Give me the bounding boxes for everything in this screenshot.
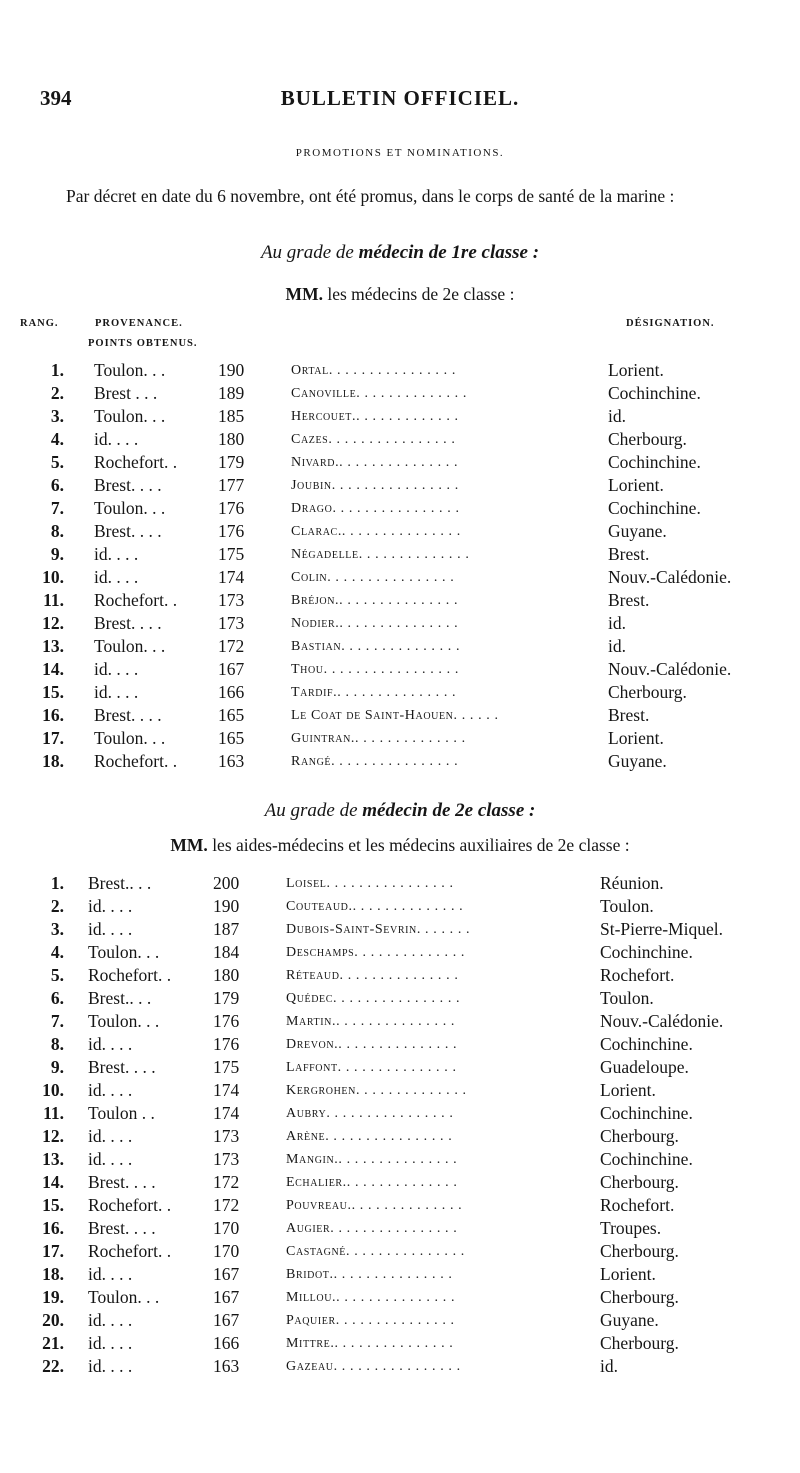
designation-cell: Cherbourg. xyxy=(600,1172,679,1192)
name-cell: Nivard.. . . . . . . . . . . . . . . xyxy=(291,455,459,470)
rank-cell: 8. xyxy=(50,521,64,541)
table-row xyxy=(0,1011,800,1034)
rank-cell: 16. xyxy=(42,705,64,725)
name-cell: Négadelle. . . . . . . . . . . . . . xyxy=(291,547,470,562)
part2-mm-prefix: MM. xyxy=(170,835,208,855)
name-cell: Canoville. . . . . . . . . . . . . . xyxy=(291,386,467,401)
rank-cell: 7. xyxy=(50,498,64,518)
rank-cell: 17. xyxy=(42,728,64,748)
provenance-cell: id. . . . xyxy=(94,659,139,679)
rank-cell: 1. xyxy=(50,873,64,893)
table-row xyxy=(0,406,800,429)
provenance-cell: id. . . . xyxy=(88,1356,133,1376)
points-cell: 173 xyxy=(218,590,245,610)
provenance-cell: Rochefort. . xyxy=(94,452,178,472)
designation-cell: Cochinchine. xyxy=(600,942,693,962)
name-cell: Colin. . . . . . . . . . . . . . . . xyxy=(291,570,455,585)
provenance-cell: Toulon. . . xyxy=(88,1287,160,1307)
designation-cell: Cherbourg. xyxy=(600,1126,679,1146)
designation-cell: Lorient. xyxy=(608,475,664,495)
provenance-cell: Toulon. . . xyxy=(94,728,166,748)
points-cell: 185 xyxy=(218,406,245,426)
points-cell: 179 xyxy=(213,988,240,1008)
points-cell: 170 xyxy=(213,1241,240,1261)
name-cell: Dubois-Saint-Sevrin. . . . . . . xyxy=(286,922,471,937)
provenance-cell: id. . . . xyxy=(88,919,133,939)
rank-cell: 12. xyxy=(42,1126,64,1146)
table-row xyxy=(0,360,800,383)
points-cell: 172 xyxy=(213,1195,240,1215)
table-row xyxy=(0,1103,800,1126)
designation-cell: Lorient. xyxy=(608,360,664,380)
designation-cell: Nouv.-Calédonie. xyxy=(600,1011,724,1031)
designation-cell: Toulon. xyxy=(600,896,654,916)
points-cell: 184 xyxy=(213,942,240,962)
rank-cell: 11. xyxy=(43,590,64,610)
designation-cell: Rochefort. xyxy=(600,965,675,985)
designation-cell: Cherbourg. xyxy=(600,1333,679,1353)
rank-cell: 8. xyxy=(50,1034,64,1054)
designation-cell: Cherbourg. xyxy=(608,682,687,702)
part1-heading-bold: médecin de 1re classe : xyxy=(358,242,540,263)
table-row xyxy=(0,567,800,590)
table-row xyxy=(0,636,800,659)
rank-cell: 2. xyxy=(50,896,64,916)
provenance-cell: id. . . . xyxy=(88,1264,133,1284)
points-cell: 163 xyxy=(218,751,245,771)
name-cell: Bridot.. . . . . . . . . . . . . . . xyxy=(286,1267,453,1282)
name-cell: Drevon.. . . . . . . . . . . . . . . xyxy=(286,1037,458,1052)
points-cell: 173 xyxy=(213,1149,240,1169)
table-row xyxy=(0,1057,800,1080)
column-header-designation: DÉSIGNATION. xyxy=(626,318,715,329)
table-row xyxy=(0,1287,800,1310)
name-cell: Thou. . . . . . . . . . . . . . . . . xyxy=(291,662,459,677)
name-cell: Mangin.. . . . . . . . . . . . . . . xyxy=(286,1152,458,1167)
designation-cell: Brest. xyxy=(608,590,650,610)
name-cell: Loisel. . . . . . . . . . . . . . . . xyxy=(286,876,454,891)
name-cell: Kergrohen. . . . . . . . . . . . . . xyxy=(286,1083,467,1098)
name-cell: Aubry. . . . . . . . . . . . . . . . xyxy=(286,1106,454,1121)
points-cell: 163 xyxy=(213,1356,240,1376)
designation-cell: id. xyxy=(608,613,626,633)
name-cell: Bastian. . . . . . . . . . . . . . . xyxy=(291,639,461,654)
table-row xyxy=(0,590,800,613)
provenance-cell: Toulon . . xyxy=(88,1103,155,1123)
name-cell: Laffont. . . . . . . . . . . . . . . xyxy=(286,1060,457,1075)
table-row xyxy=(0,613,800,636)
table-row xyxy=(0,1356,800,1379)
designation-cell: id. xyxy=(600,1356,618,1376)
provenance-cell: Toulon. . . xyxy=(94,360,166,380)
table-row xyxy=(0,873,800,896)
part1-heading-prefix: Au grade de xyxy=(260,242,359,263)
designation-cell: Guyane. xyxy=(608,751,667,771)
name-cell: Paquier. . . . . . . . . . . . . . . xyxy=(286,1313,455,1328)
name-cell: Augier. . . . . . . . . . . . . . . . xyxy=(286,1221,458,1236)
table-row xyxy=(0,521,800,544)
name-cell: Le Coat de Saint-Haouen. . . . . . xyxy=(291,708,499,723)
table-row xyxy=(0,751,800,774)
table-row xyxy=(0,475,800,498)
points-cell: 190 xyxy=(218,360,245,380)
part2-heading-prefix: Au grade de xyxy=(264,800,363,821)
designation-cell: Cochinchine. xyxy=(600,1034,693,1054)
rank-cell: 3. xyxy=(50,919,64,939)
table-row xyxy=(0,544,800,567)
rank-cell: 21. xyxy=(42,1333,64,1353)
name-cell: Nodier.. . . . . . . . . . . . . . . xyxy=(291,616,459,631)
designation-cell: Cherbourg. xyxy=(600,1287,679,1307)
points-cell: 200 xyxy=(213,873,240,893)
points-cell: 187 xyxy=(213,919,240,939)
table-row xyxy=(0,1080,800,1103)
table-row xyxy=(0,728,800,751)
designation-cell: St-Pierre-Miquel. xyxy=(600,919,723,939)
part2-heading xyxy=(0,800,800,822)
designation-cell: Rochefort. xyxy=(600,1195,675,1215)
provenance-cell: id. . . . xyxy=(88,1080,133,1100)
designation-cell: Brest. xyxy=(608,544,650,564)
points-cell: 167 xyxy=(218,659,245,679)
points-cell: 165 xyxy=(218,728,245,748)
provenance-cell: id. . . . xyxy=(88,1149,133,1169)
column-header-provenance: PROVENANCE. xyxy=(95,318,183,329)
name-cell: Castagné. . . . . . . . . . . . . . . xyxy=(286,1244,465,1259)
designation-cell: Lorient. xyxy=(600,1080,656,1100)
rank-cell: 12. xyxy=(42,613,64,633)
running-title: BULLETIN OFFICIEL. xyxy=(280,86,520,110)
table-row xyxy=(0,1264,800,1287)
part2-mm-text: les aides-médecins et les médecins auxiliaires de 2e classe : xyxy=(212,835,630,855)
part1-mm-text: les médecins de 2e classe : xyxy=(327,284,515,304)
rank-cell: 5. xyxy=(50,965,64,985)
points-cell: 180 xyxy=(213,965,240,985)
table-row xyxy=(0,1195,800,1218)
designation-cell: Cochinchine. xyxy=(608,383,701,403)
table-row xyxy=(0,1310,800,1333)
points-cell: 167 xyxy=(213,1310,240,1330)
points-cell: 179 xyxy=(218,452,245,472)
table-row xyxy=(0,1333,800,1356)
name-cell: Echalier.. . . . . . . . . . . . . . xyxy=(286,1175,458,1190)
rank-cell: 6. xyxy=(50,988,64,1008)
designation-cell: Troupes. xyxy=(600,1218,662,1238)
rank-cell: 6. xyxy=(50,475,64,495)
provenance-cell: Brest. . . . xyxy=(88,1057,156,1077)
table-row xyxy=(0,659,800,682)
points-cell: 180 xyxy=(218,429,245,449)
designation-cell: Lorient. xyxy=(608,728,664,748)
part2-heading-bold: médecin de 2e classe : xyxy=(362,800,536,821)
points-cell: 167 xyxy=(213,1287,240,1307)
designation-cell: Cochinchine. xyxy=(608,498,701,518)
provenance-cell: Brest . . . xyxy=(94,383,158,403)
provenance-cell: Brest. . . . xyxy=(88,1218,156,1238)
table-row xyxy=(0,1126,800,1149)
points-cell: 170 xyxy=(213,1218,240,1238)
designation-cell: Cherbourg. xyxy=(600,1241,679,1261)
rank-cell: 17. xyxy=(42,1241,64,1261)
rank-cell: 14. xyxy=(42,659,64,679)
name-cell: Tardif.. . . . . . . . . . . . . . . xyxy=(291,685,457,700)
table-row xyxy=(0,1149,800,1172)
provenance-cell: Brest.. . . xyxy=(88,988,152,1008)
designation-cell: Cochinchine. xyxy=(600,1103,693,1123)
points-cell: 189 xyxy=(218,383,245,403)
points-cell: 172 xyxy=(213,1172,240,1192)
rank-cell: 19. xyxy=(42,1287,64,1307)
designation-cell: Cochinchine. xyxy=(600,1149,693,1169)
part2-mm-line xyxy=(0,835,800,856)
name-cell: Clarac.. . . . . . . . . . . . . . . xyxy=(291,524,461,539)
table-row xyxy=(0,498,800,521)
name-cell: Cazes. . . . . . . . . . . . . . . . xyxy=(291,432,456,447)
provenance-cell: Brest.. . . xyxy=(88,873,152,893)
designation-cell: Cherbourg. xyxy=(608,429,687,449)
table-row xyxy=(0,942,800,965)
name-cell: Pouvreau.. . . . . . . . . . . . . . xyxy=(286,1198,463,1213)
provenance-cell: Toulon. . . xyxy=(88,1011,160,1031)
points-cell: 190 xyxy=(213,896,240,916)
name-cell: Guintran.. . . . . . . . . . . . . . xyxy=(291,731,466,746)
designation-cell: Réunion. xyxy=(600,873,664,893)
table-row xyxy=(0,1034,800,1057)
points-cell: 167 xyxy=(213,1264,240,1284)
points-cell: 176 xyxy=(218,498,245,518)
table-row xyxy=(0,1241,800,1264)
rank-cell: 15. xyxy=(42,682,64,702)
rank-cell: 15. xyxy=(42,1195,64,1215)
points-cell: 166 xyxy=(218,682,245,702)
rank-cell: 18. xyxy=(42,751,64,771)
provenance-cell: id. . . . xyxy=(94,544,139,564)
designation-cell: Brest. xyxy=(608,705,650,725)
points-cell: 176 xyxy=(213,1011,240,1031)
rank-cell: 20. xyxy=(42,1310,64,1330)
table-row xyxy=(0,1218,800,1241)
rank-cell: 11. xyxy=(43,1103,64,1123)
designation-cell: Guadeloupe. xyxy=(600,1057,689,1077)
table-row xyxy=(0,988,800,1011)
table-row xyxy=(0,429,800,452)
designation-cell: Guyane. xyxy=(608,521,667,541)
provenance-cell: id. . . . xyxy=(94,567,139,587)
rank-cell: 7. xyxy=(50,1011,64,1031)
rank-cell: 10. xyxy=(42,1080,64,1100)
provenance-cell: Toulon. . . xyxy=(94,636,166,656)
points-cell: 173 xyxy=(218,613,245,633)
name-cell: Rangé. . . . . . . . . . . . . . . . xyxy=(291,754,459,769)
name-cell: Mittre.. . . . . . . . . . . . . . . xyxy=(286,1336,454,1351)
name-cell: Joubin. . . . . . . . . . . . . . . . xyxy=(291,478,459,493)
provenance-cell: id. . . . xyxy=(94,682,139,702)
name-cell: Arène. . . . . . . . . . . . . . . . xyxy=(286,1129,453,1144)
name-cell: Gazeau. . . . . . . . . . . . . . . . xyxy=(286,1359,461,1374)
points-cell: 176 xyxy=(213,1034,240,1054)
provenance-cell: id. . . . xyxy=(88,1034,133,1054)
rank-cell: 22. xyxy=(42,1356,64,1376)
provenance-cell: Rochefort. . xyxy=(88,1241,172,1261)
designation-cell: Toulon. xyxy=(600,988,654,1008)
provenance-cell: Rochefort. . xyxy=(88,1195,172,1215)
provenance-cell: Rochefort. . xyxy=(94,590,178,610)
rank-cell: 9. xyxy=(50,1057,64,1077)
rank-cell: 2. xyxy=(50,383,64,403)
provenance-cell: Rochefort. . xyxy=(88,965,172,985)
points-cell: 176 xyxy=(218,521,245,541)
table-row xyxy=(0,1172,800,1195)
column-header-rang: RANG. xyxy=(20,318,59,329)
rank-cell: 16. xyxy=(42,1218,64,1238)
designation-cell: Nouv.-Calédonie. xyxy=(608,659,732,679)
provenance-cell: Toulon. . . xyxy=(88,942,160,962)
table-row xyxy=(0,383,800,406)
provenance-cell: Toulon. . . xyxy=(94,498,166,518)
rank-cell: 13. xyxy=(42,636,64,656)
provenance-cell: Rochefort. . xyxy=(94,751,178,771)
provenance-cell: Brest. . . . xyxy=(94,521,162,541)
name-cell: Deschamps. . . . . . . . . . . . . . xyxy=(286,945,466,960)
designation-cell: Cochinchine. xyxy=(608,452,701,472)
provenance-cell: Brest. . . . xyxy=(94,705,162,725)
designation-cell: Lorient. xyxy=(600,1264,656,1284)
table-row xyxy=(0,919,800,942)
name-cell: Bréjon.. . . . . . . . . . . . . . . xyxy=(291,593,459,608)
designation-cell: id. xyxy=(608,406,626,426)
name-cell: Martin.. . . . . . . . . . . . . . . xyxy=(286,1014,455,1029)
rank-cell: 1. xyxy=(50,360,64,380)
provenance-cell: Brest. . . . xyxy=(94,613,162,633)
provenance-cell: id. . . . xyxy=(88,1310,133,1330)
rank-cell: 4. xyxy=(50,942,64,962)
designation-cell: Guyane. xyxy=(600,1310,659,1330)
name-cell: Millou.. . . . . . . . . . . . . . . xyxy=(286,1290,456,1305)
table-row xyxy=(0,965,800,988)
provenance-cell: id. . . . xyxy=(88,1333,133,1353)
name-cell: Hercouet.. . . . . . . . . . . . . xyxy=(291,409,459,424)
provenance-cell: id. . . . xyxy=(94,429,139,449)
provenance-cell: id. . . . xyxy=(88,1126,133,1146)
designation-cell: id. xyxy=(608,636,626,656)
points-cell: 174 xyxy=(213,1080,240,1100)
rank-cell: 9. xyxy=(50,544,64,564)
name-cell: Drago. . . . . . . . . . . . . . . . xyxy=(291,501,460,516)
designation-cell: Nouv.-Calédonie. xyxy=(608,567,732,587)
provenance-cell: Brest. . . . xyxy=(88,1172,156,1192)
points-cell: 174 xyxy=(213,1103,240,1123)
points-cell: 173 xyxy=(213,1126,240,1146)
points-cell: 175 xyxy=(213,1057,240,1077)
rank-cell: 18. xyxy=(42,1264,64,1284)
points-cell: 174 xyxy=(218,567,245,587)
rank-cell: 5. xyxy=(50,452,64,472)
rank-cell: 3. xyxy=(50,406,64,426)
rank-cell: 10. xyxy=(42,567,64,587)
provenance-cell: Brest. . . . xyxy=(94,475,162,495)
rank-cell: 4. xyxy=(50,429,64,449)
page-number: 394 xyxy=(40,86,72,110)
table-row xyxy=(0,452,800,475)
table-row xyxy=(0,896,800,919)
name-cell: Ortal. . . . . . . . . . . . . . . . xyxy=(291,363,456,378)
rank-cell: 13. xyxy=(42,1149,64,1169)
part1-heading xyxy=(0,242,800,264)
rank-cell: 14. xyxy=(42,1172,64,1192)
points-cell: 177 xyxy=(218,475,245,495)
points-cell: 165 xyxy=(218,705,245,725)
part1-mm-prefix: MM. xyxy=(285,284,323,304)
table-row xyxy=(0,682,800,705)
section-title: PROMOTIONS ET NOMINATIONS. xyxy=(295,147,505,159)
provenance-cell: id. . . . xyxy=(88,896,133,916)
table-row xyxy=(0,705,800,728)
points-cell: 172 xyxy=(218,636,245,656)
part1-mm-line xyxy=(0,284,800,305)
provenance-cell: Toulon. . . xyxy=(94,406,166,426)
points-cell: 166 xyxy=(213,1333,240,1353)
name-cell: Quédec. . . . . . . . . . . . . . . . xyxy=(286,991,461,1006)
column-header-points: POINTS OBTENUS. xyxy=(88,338,198,349)
points-cell: 175 xyxy=(218,544,245,564)
name-cell: Couteaud.. . . . . . . . . . . . . . xyxy=(286,899,464,914)
intro-paragraph: Par décret en date du 6 novembre, ont été promus, dans le corps de santé de la marine : xyxy=(66,186,675,206)
name-cell: Réteaud. . . . . . . . . . . . . . . xyxy=(286,968,459,983)
